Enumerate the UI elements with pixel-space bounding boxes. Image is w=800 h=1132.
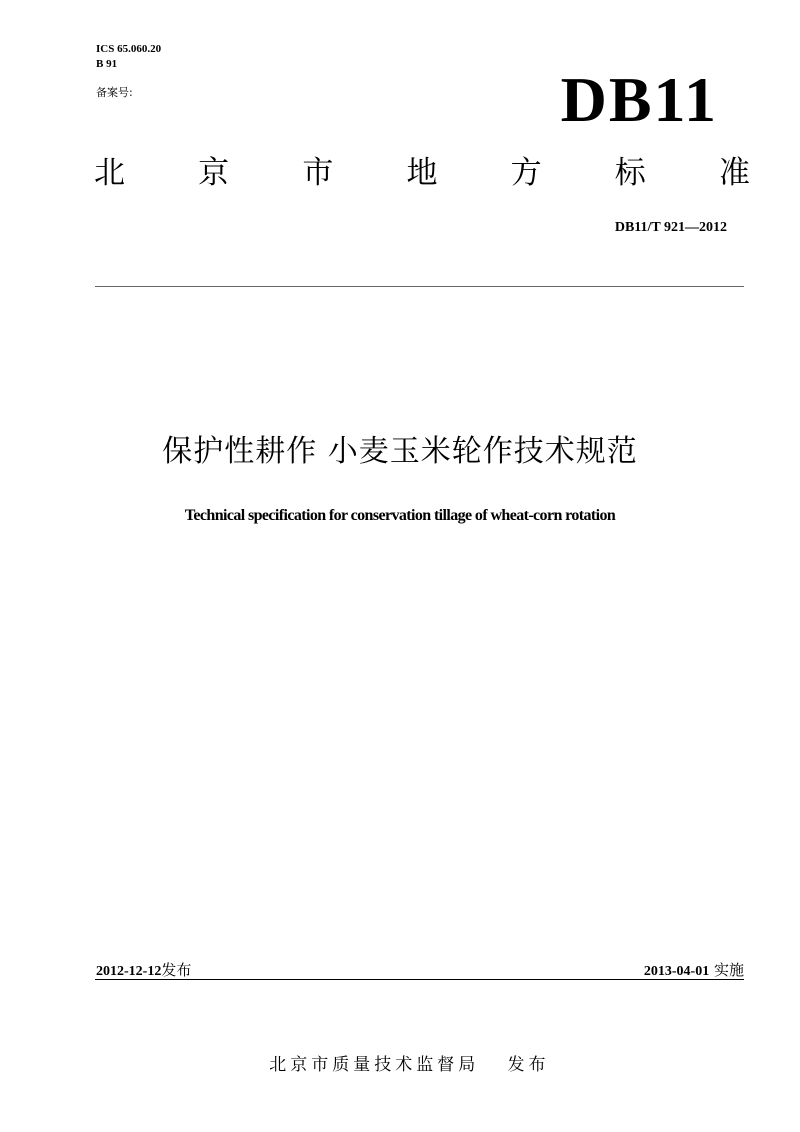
issue-label: 发布 [161, 961, 192, 979]
classification-code: B 91 [96, 58, 118, 70]
document-title-cn: 保护性耕作 小麦玉米轮作技术规范 [162, 434, 638, 469]
footer-divider [95, 979, 744, 980]
record-number-label: 备案号: [96, 86, 133, 99]
implement-date-line [644, 959, 744, 980]
issue-date: 2012-12-12 [96, 964, 162, 979]
issuer-name: 北京市质量技术监督局 [269, 1055, 480, 1075]
header-divider [95, 286, 744, 287]
document-title-en: Technical specification for conservation tillage of wheat-corn rotation [184, 507, 616, 524]
ics-code: ICS 65.060.20 [96, 43, 162, 55]
heading-char: 京 [198, 155, 230, 191]
heading-char: 地 [406, 155, 438, 191]
local-standard-heading [94, 155, 750, 191]
implement-label: 实施 [713, 961, 744, 979]
issuer-action: 发布 [507, 1055, 550, 1075]
heading-char: 北 [94, 155, 125, 191]
implement-date: 2013-04-01 [643, 964, 710, 979]
heading-char: 市 [302, 155, 334, 191]
db11-logo: DB11 [560, 64, 718, 135]
heading-char: 方 [510, 155, 542, 191]
standard-code: DB11/T 921—2012 [614, 220, 727, 235]
issuer-line [0, 1030, 800, 1075]
heading-char: 标 [614, 155, 646, 191]
heading-char: 准 [718, 155, 750, 191]
issue-date-line [96, 959, 191, 980]
